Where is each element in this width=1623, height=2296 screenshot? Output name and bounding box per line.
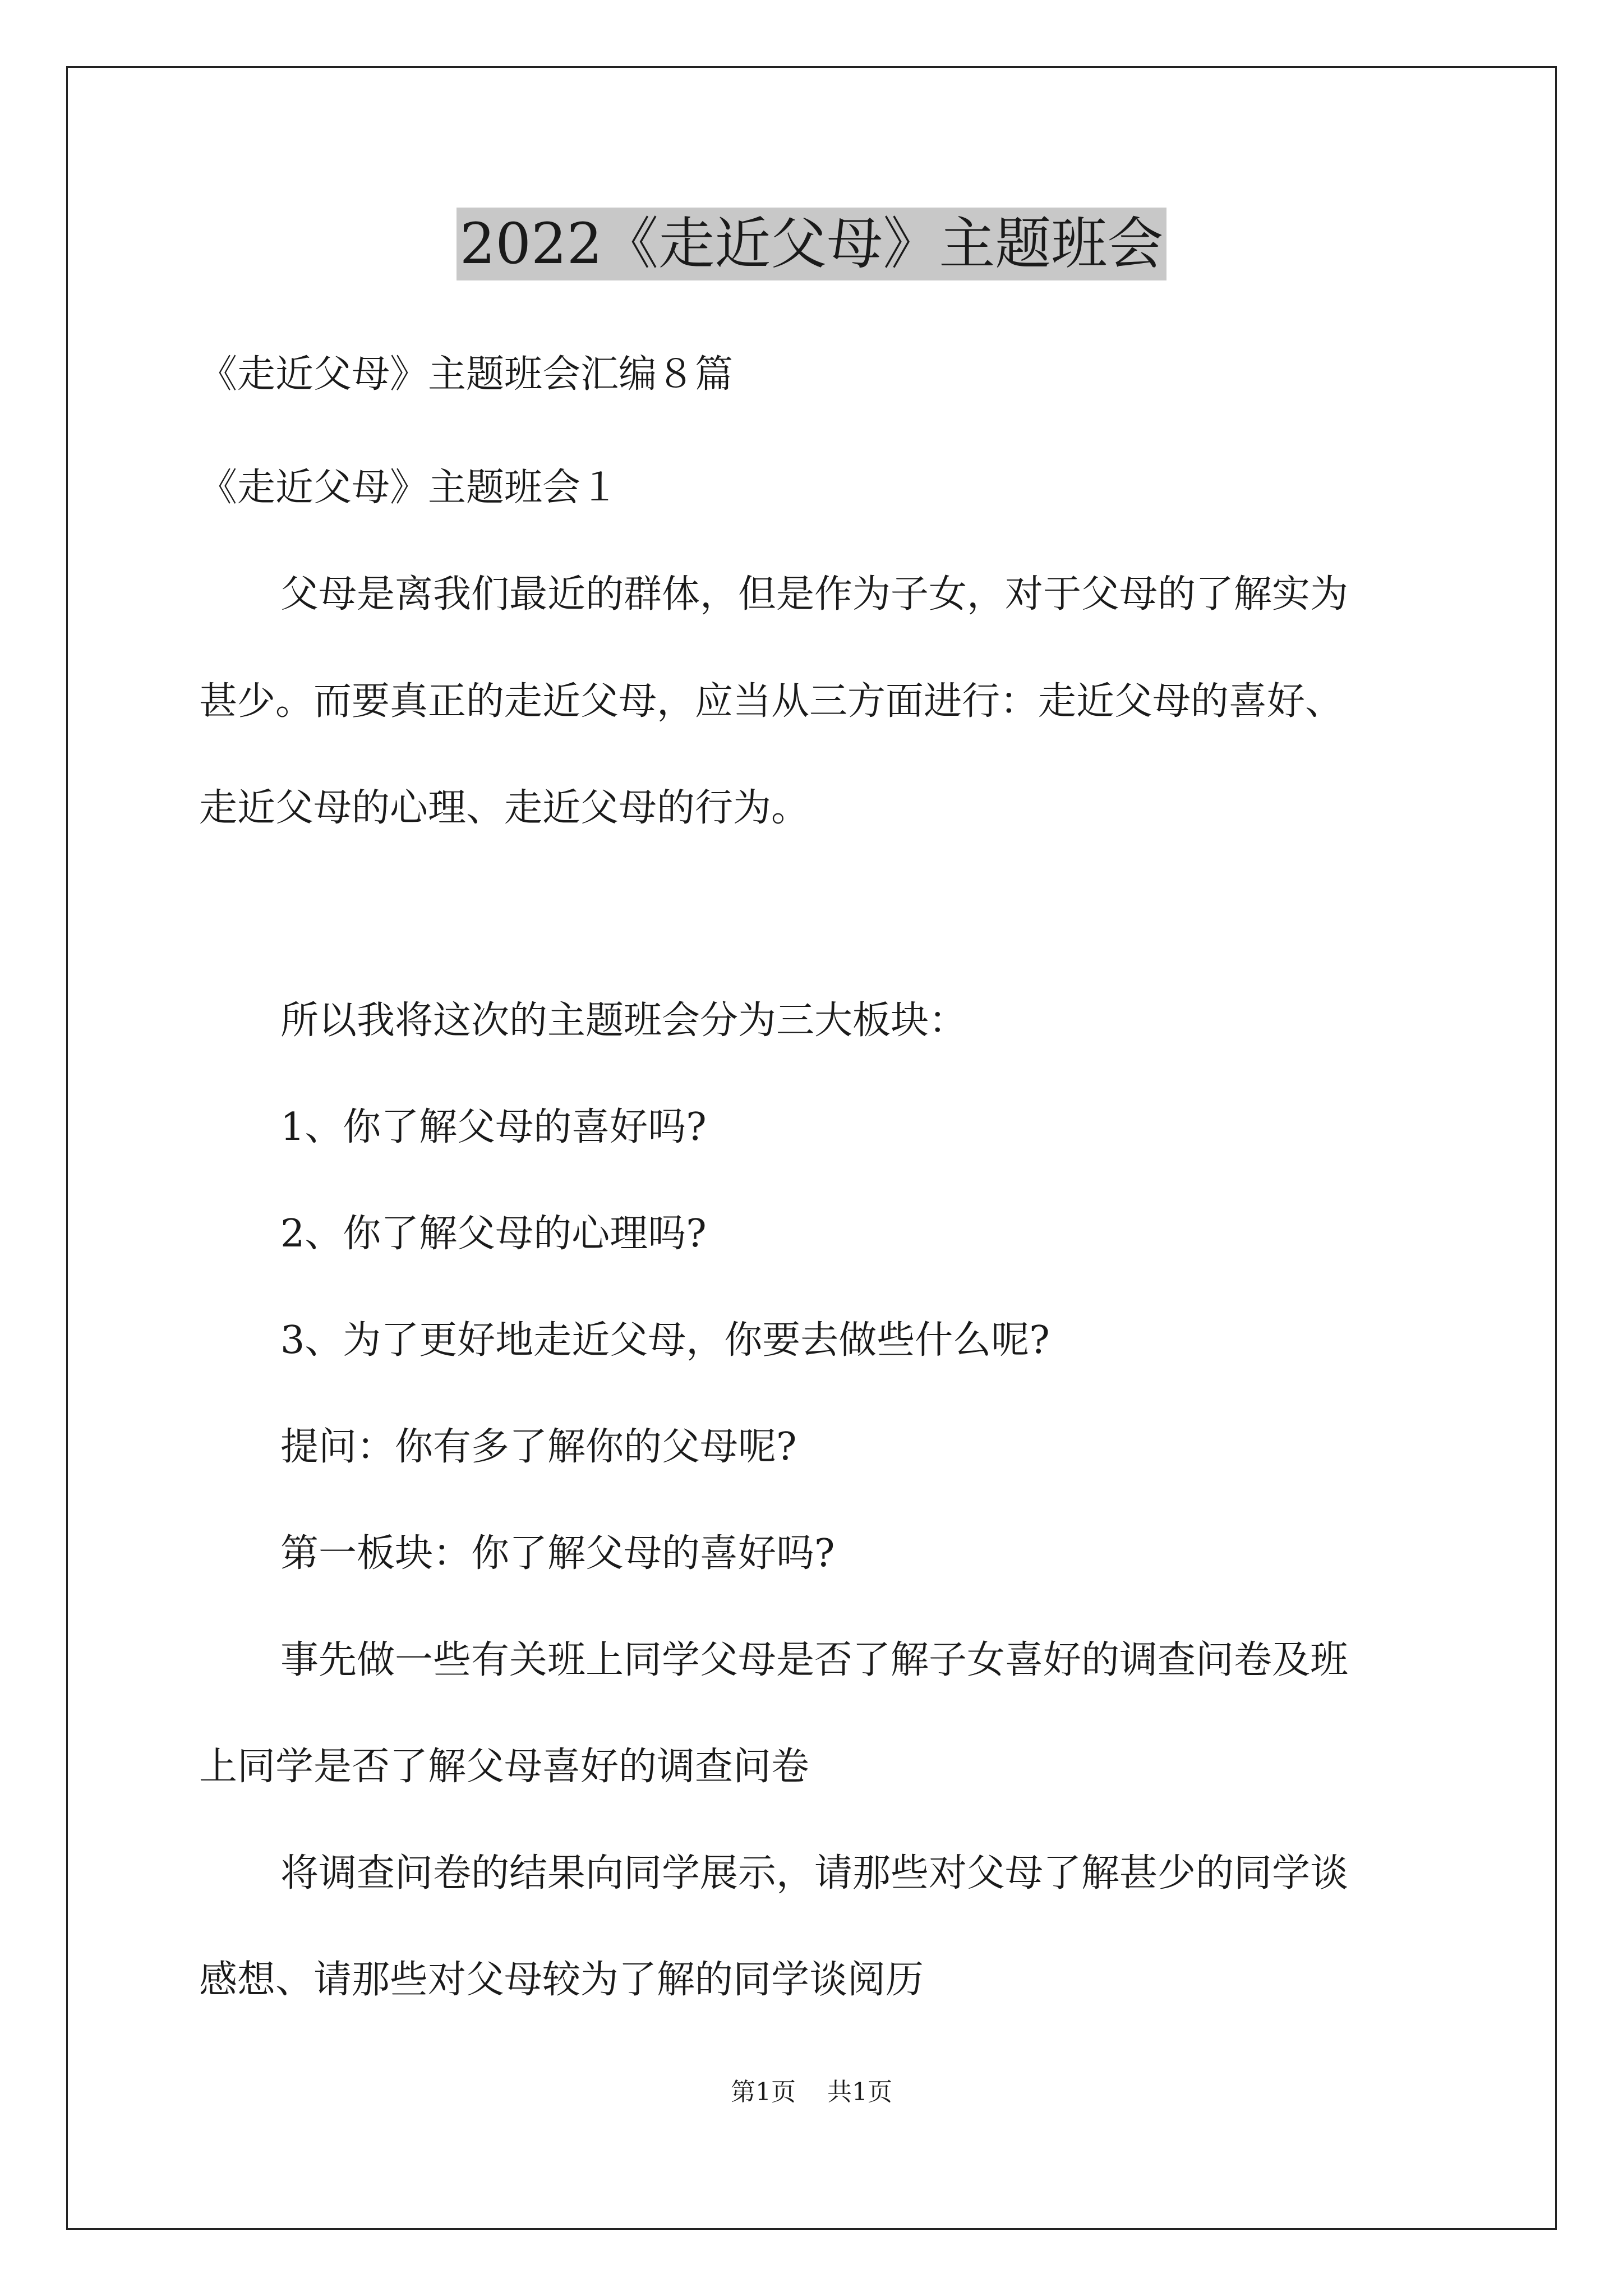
page-title [0,208,1623,280]
doc-line: 提问：你有多了解你的父母呢? [280,1425,797,1469]
doc-line: 将调查问卷的结果向同学展示，请那些对父母了解甚少的同学谈 [280,1851,1349,1895]
doc-line: 父母是离我们最近的群体，但是作为子女，对于父母的了解实为 [280,572,1349,616]
page-footer [0,2076,1623,2109]
doc-line-list-item: 2、你了解父母的心理吗? [280,1212,707,1256]
doc-line: 所以我将这次的主题班会分为三大板块： [280,999,967,1043]
page-number: 第1页 [731,2078,796,2106]
doc-line: 走近父母的心理、走近父母的行为。 [199,786,810,830]
doc-line-list-item: 1、你了解父母的喜好吗? [280,1105,707,1149]
doc-line-section: 第一板块：你了解父母的喜好吗? [280,1531,835,1576]
page-title-text: 2022《走近父母》主题班会 [457,208,1167,280]
doc-line-heading: 《走近父母》主题班会１ [199,466,619,510]
doc-line: 上同学是否了解父母喜好的调查问卷 [199,1745,810,1789]
doc-line: 甚少。而要真正的走近父母，应当从三方面进行：走近父母的喜好、 [199,679,1344,724]
doc-line-list-item: 3、为了更好地走近父母，你要去做些什么呢? [280,1318,1050,1363]
doc-line: 感想、请那些对父母较为了解的同学谈阅历 [199,1958,924,2002]
doc-line-subtitle: 《走近父母》主题班会汇编８篇 [199,352,734,397]
doc-line: 事先做一些有关班上同学父母是否了解子女喜好的调查问卷及班 [280,1638,1349,1682]
page-total: 共1页 [827,2078,892,2106]
